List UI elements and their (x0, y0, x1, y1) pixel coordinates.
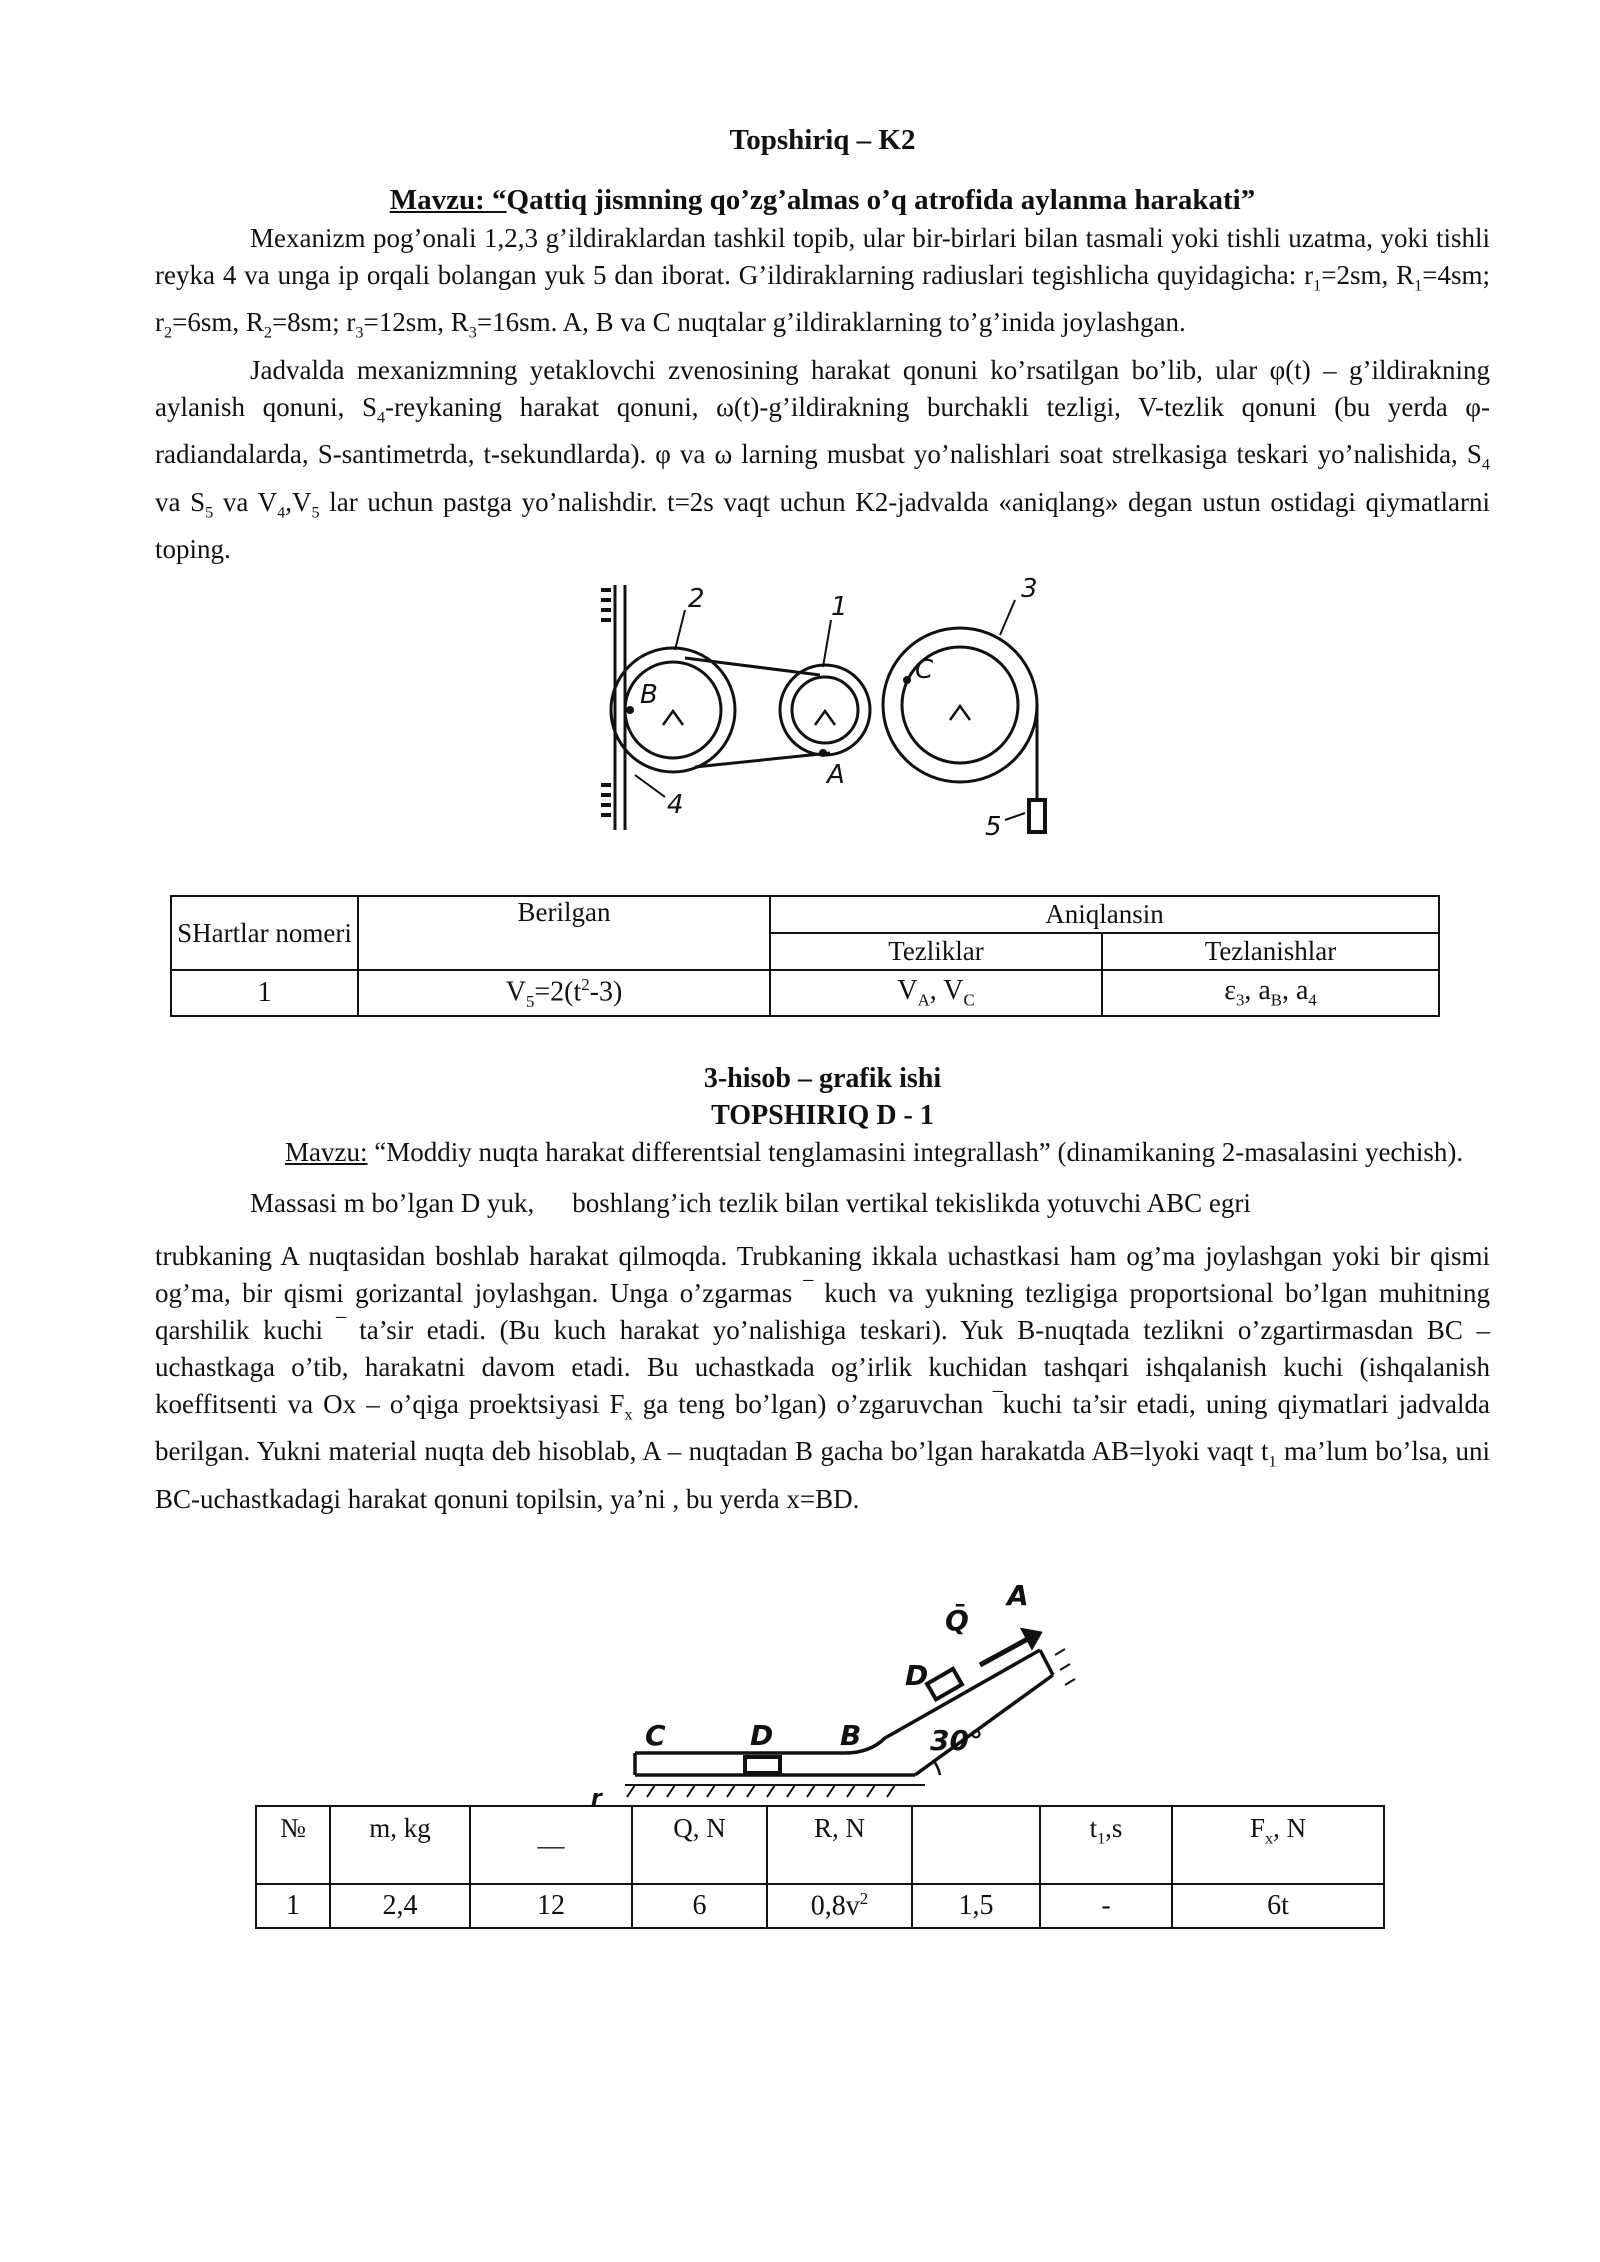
fig-label-b: B (640, 680, 658, 710)
k2-topic (155, 180, 1490, 220)
k2-th-berilgan: Berilgan (358, 896, 770, 970)
d1-th-fx: $F_x$, N (1172, 1806, 1384, 1884)
k2-th-tezlanishlar: Tezlanishlar (1102, 933, 1439, 970)
d1-th-no: № (256, 1806, 330, 1884)
k2-th-aniqlansin: Aniqlansin (770, 896, 1439, 933)
d1-heading-2: TOPSHIRIQ D - 1 (711, 1100, 934, 1131)
d1-th-q: Q, N (632, 1806, 767, 1884)
k2-cell-given: $V_5=2(t^2-3)$ (358, 970, 770, 1016)
d1-cell-t1: - (1040, 1884, 1172, 1928)
d1-cell-q: 6 (632, 1884, 767, 1928)
mechanism-figure (585, 575, 1055, 845)
fig-label-1: 1 (831, 592, 848, 622)
d1-th-l (912, 1806, 1040, 1884)
fig-label-r: r (591, 1786, 602, 1805)
k2-cell-no: 1 (171, 970, 358, 1016)
d1-cell-fx: 6t (1172, 1884, 1384, 1928)
fig-label-2: 2 (688, 584, 705, 614)
d1-cell-v0: 12 (470, 1884, 632, 1928)
d1-section (155, 1060, 1490, 1518)
d1-topic: Mavzu: “Moddiy nuqta harakat differentsial tenglamasini integrallash” (dinamikaning 2-masalasini yechish). (285, 1137, 1464, 1167)
d1-th-t1: $t_1,s$ (1040, 1806, 1172, 1884)
d1-paragraph-1: Massasi m bo’lgan D yuk, boshlang’ich tezlik bilan vertikal tekislikda yotuvchi ABC egri (250, 1188, 1251, 1218)
fig-label-q: Q̄ (945, 1604, 969, 1637)
d1-th-mass: m, kg (330, 1806, 470, 1884)
fig-label-a2: A (1007, 1579, 1029, 1612)
k2-cell-velocities: $V_A$, $V_C$ (770, 970, 1102, 1016)
k2-title: Topshiriq – K2 (729, 124, 916, 156)
d1-cell-l: 1,5 (912, 1884, 1040, 1928)
fig-label-c2: C (645, 1719, 666, 1752)
fig-label-c: C (915, 655, 934, 685)
d1-table (255, 1805, 1385, 1929)
k2-cell-accelerations: $\varepsilon_3$, $a_B$, $a_4$ (1102, 970, 1439, 1016)
k2-topic-text: Qattiq jismning qo’zg’almas o’q atrofida aylanma harakati” (506, 184, 1256, 216)
k2-paragraph-1: Mexanizm pog’onali 1,2,3 g’ildiraklardan tashkil topib, ular bir-birlari bilan tasmali yoki tishli uzatma, yoki tishli reyka 4 va unga ip orqali bolangan yuk 5 dan iborat. G’ildiraklarning radiuslari tegishlicha quyidagicha: $r_1=2sm$, $R_1=4sm$; $r_2=6sm$, $R_2=8sm$; $r_3=12sm$, $R_3=16sm$. A, B va C nuqtalar g’ildiraklarning to’g’inida joylashgan. (155, 223, 1490, 342)
fig-label-b2: B (840, 1719, 862, 1752)
d1-cell-no: 1 (256, 1884, 330, 1928)
fig-label-a: A (827, 760, 845, 790)
fig-label-4: 4 (667, 790, 684, 820)
fig-label-angle: 30° (930, 1724, 983, 1757)
k2-table (170, 895, 1440, 1017)
d1-th-r: R, N (767, 1806, 912, 1884)
fig-label-d-lower: D (750, 1719, 774, 1752)
k2-topic-label: Mavzu: “ (389, 184, 507, 216)
k2-th-tezliklar: Tezliklar (770, 933, 1102, 970)
d1-cell-r: $0,8v^2$ (767, 1884, 912, 1928)
fig-label-3: 3 (1021, 575, 1038, 604)
page (155, 120, 1490, 568)
fig-label-5: 5 (985, 812, 1002, 842)
d1-th-v0: — (470, 1806, 632, 1884)
fig-label-d-upper: D (905, 1659, 929, 1692)
d1-heading-1: 3-hisob – grafik ishi (703, 1063, 942, 1094)
k2-th-shartlar: SHartlar nomeri (171, 896, 358, 970)
k2-paragraph-2: Jadvalda mexanizmning yetaklovchi zvenosining harakat qonuni ko’rsatilgan bo’lib, ular φ(t) – g’ildirakning aylanish qonuni, $S_4$-reykaning harakat qonuni, ω(t)-g’ildirakning burchakli tezligi, V-tezlik qonuni (bu yerda φ-radiandalarda, S-santimetrda, t-sekundlarda). φ va ω larning musbat yo’nalishlari soat strelkasiga teskari yo’nalishida, $S_4$ va $S_5$ va $V_4,V_5$ lar uchun pastga yo’nalishdir. t=2s vaqt uchun K2-jadvalda «aniqlang» degan ustun ostidagi qiymatlarni toping. (155, 354, 1491, 564)
d1-cell-mass: 2,4 (330, 1884, 470, 1928)
tube-figure (585, 1575, 1085, 1805)
d1-paragraph-2: trubkaning A nuqtasidan boshlab harakat qilmoqda. Trubkaning ikkala uchastkasi ham og’ma joylashgan yoki bir qismi og’ma, bir qismi gorizantal joylashgan. Unga o’zgarmas ‾ kuch va yukning tezligiga proportsional bo’lgan muhitning qarshilik kuchi ‾ ta’sir etadi. (Bu kuch harakat yo’nalishiga teskari). Yuk B-nuqtada tezlikni o’zgartirmasdan BC – uchastkaga o’tib, harakatni davom etadi. Bu uchastkada og’irlik kuchidan tashqari ishqalanish kuchi (ishqalanish koeffitsenti va Ox – o’qiga proektsiyasi $F_x$ ga teng bo’lgan) o’zgaruvchan ‾kuchi ta’sir etadi, uning qiymatlari jadvalda berilgan. Yukni material nuqta deb hisoblab, A – nuqtadan B gacha bo’lgan harakatda AB=lyoki vaqt $t_1$ ma’lum bo’lsa, uni BC-uchastkadagi harakat qonuni topilsin, ya’ni , bu yerda x=BD. (155, 1241, 1490, 1514)
